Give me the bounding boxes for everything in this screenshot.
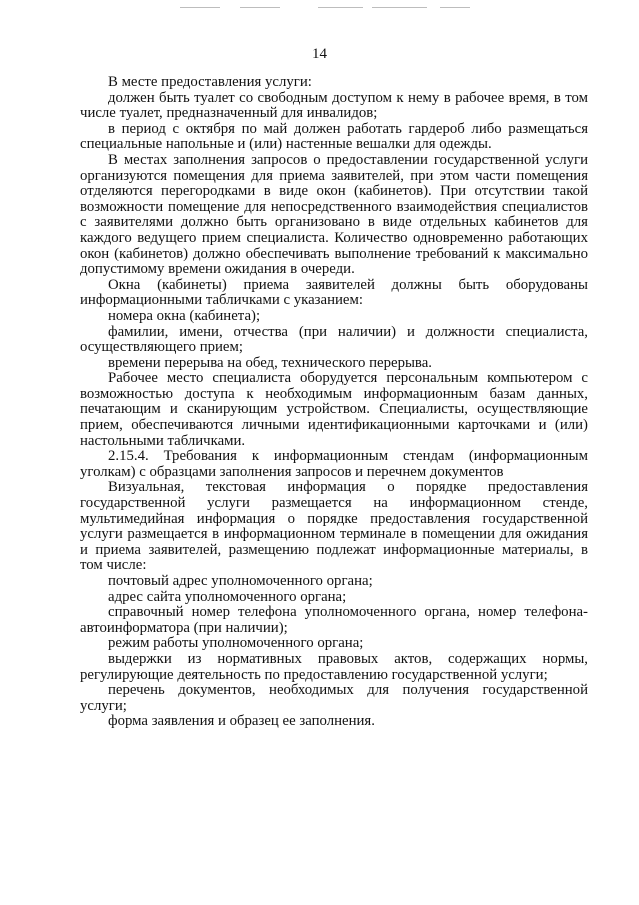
paragraph: режим работы уполномоченного органа;	[108, 635, 364, 652]
paragraph: должен быть туалет со свободным доступом к нему в рабочее время, в том числе туалет, предназначенный для инвалидов;	[80, 89, 588, 122]
paragraph: В местах заполнения запросов о предоставлении государственной услуги организуются помещения для приема заявителей, при этом части помещения отделяются перегородками в виде окон (кабинетов). При отсутствии такой возможности помещение для непосредственного взаимодействия специалистов с заявителями должно быть организовано в виде отдельных кабинетов для каждого ведущего прием специалиста. Количество одновременно работающих окон (кабинетов) должно обеспечивать выполнение требований к максимально допустимому времени ожидания в очереди.	[80, 151, 588, 278]
paragraph: времени перерыва на обед, технического перерыва.	[108, 354, 432, 371]
paragraph: Окна (кабинеты) приема заявителей должны быть оборудованы информационными табличками с указанием:	[80, 276, 588, 309]
paragraph: в период с октября по май должен работать гардероб либо размещаться специальные напольные и (или) настенные вешалки для одежды.	[80, 120, 588, 153]
paragraph: справочный номер телефона уполномоченного органа, номер телефона-автоинформатора (при наличии);	[80, 604, 588, 636]
paragraph: выдержки из нормативных правовых актов, содержащих нормы, регулирующие деятельность по предоставлению государственной услуги;	[80, 650, 588, 683]
paragraph: адрес сайта уполномоченного органа;	[108, 588, 347, 605]
paragraph: фамилии, имени, отчества (при наличии) и должности специалиста, осуществляющего прием;	[80, 323, 588, 356]
paragraph: перечень документов, необходимых для получения государственной услуги;	[80, 682, 588, 714]
paragraph: В месте предоставления услуги:	[108, 74, 312, 90]
scan-artifact-line	[240, 7, 280, 8]
paragraph: форма заявления и образец ее заполнения.	[108, 713, 375, 730]
scan-artifact-line	[180, 7, 220, 8]
paragraph: Визуальная, текстовая информация о порядке предоставления государственной услуги размещается на информационном стенде, мультимедийная информация о порядке предоставления государственной услуги размещается в информационном терминале в помещении для ожидания и приема заявителей, размещению подлежат информационные материалы, в том числе:	[80, 479, 588, 574]
paragraph: Рабочее место специалиста оборудуется персональным компьютером с возможностью доступа к необходимым информационным базам данных, печатающим и сканирующим устройством. Специалисты, осуществляющие прием, обеспечиваются личными идентификационными карточками и (или) настольными табличками.	[80, 370, 588, 449]
body-text	[80, 75, 588, 730]
scan-artifact-line	[372, 7, 427, 8]
scan-artifact-line	[318, 7, 363, 8]
page-number: 14	[312, 46, 327, 62]
paragraph: номера окна (кабинета);	[108, 307, 261, 324]
scan-artifact-line	[440, 7, 470, 8]
paragraph: 2.15.4. Требования к информационным стендам (информационным уголкам) с образцами заполнения запросов и перечнем документов	[80, 448, 588, 480]
paragraph: почтовый адрес уполномоченного органа;	[108, 573, 373, 589]
